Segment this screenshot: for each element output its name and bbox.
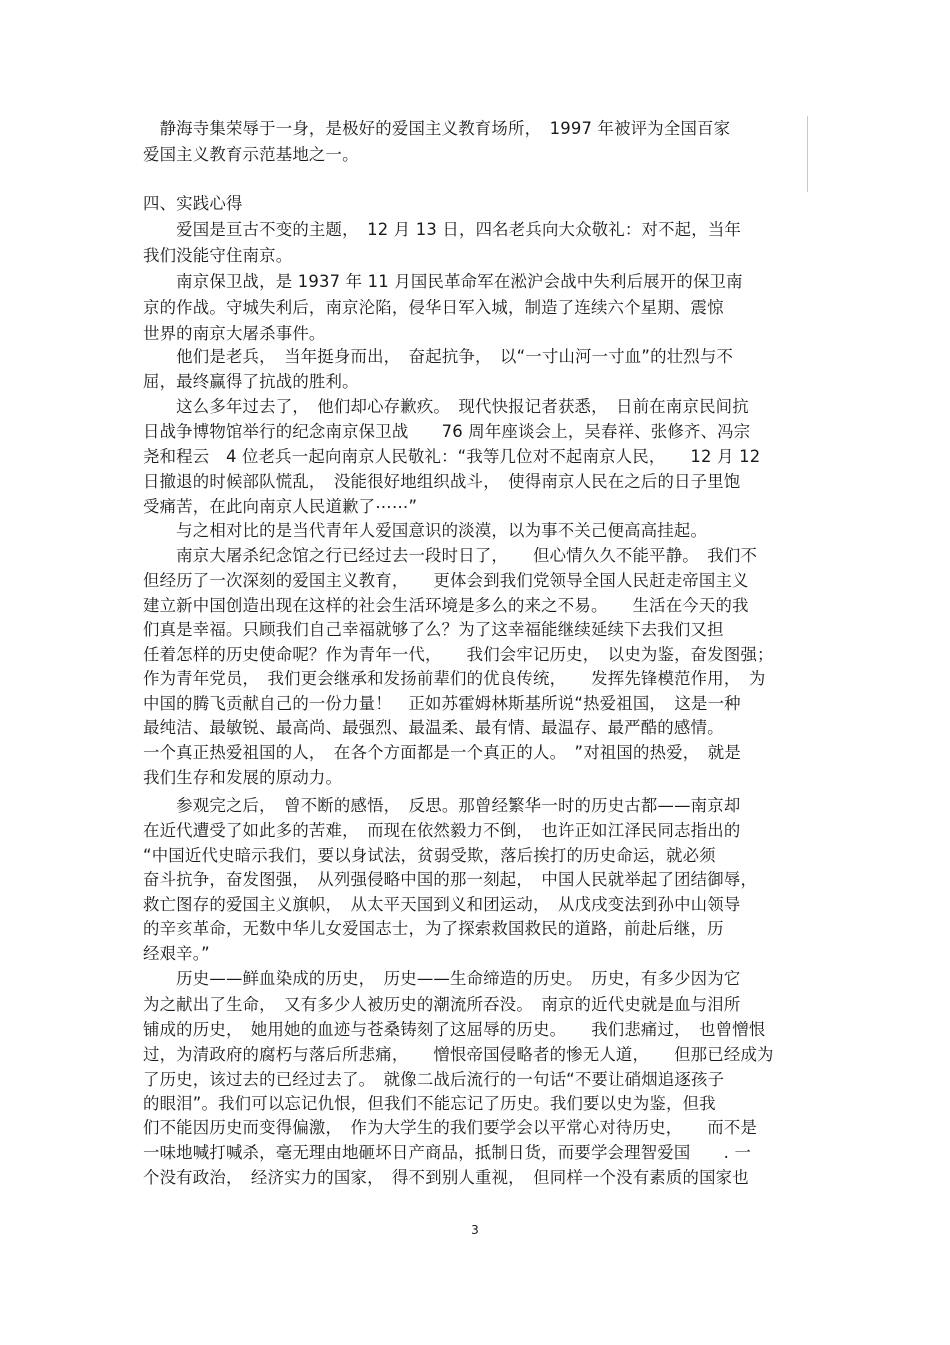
text-line: 受痛苦，在此向南京人民道歉了⋯⋯”: [143, 497, 418, 516]
section-heading: 四、实践心得: [143, 194, 243, 213]
text-line: 们真是幸福。只顾我们自己幸福就够了么？为了这幸福能继续延续下去我们又担: [143, 620, 724, 639]
text-line: 建立新中国创造出现在这样的社会生活环境是多么的来之不易。 生活在今天的我: [143, 596, 749, 615]
text-line: 京的作战。守城失利后，南京沦陷，侵华日军入城，制造了连续六个星期、震惊: [143, 298, 724, 317]
text-line: 的辛亥革命，无数中华儿女爱国志士，为了探索救国救民的道路，前赴后继，历: [143, 919, 724, 938]
text-line: 任着怎样的历史使命呢？作为青年一代， 我们会牢记历史， 以史为鉴，奋发图强；: [143, 645, 774, 664]
text-line: 我们没能守住南京。: [143, 246, 293, 265]
text-line: 历史——鲜血染成的历史， 历史——生命缔造的历史。 历史，有多少因为它: [143, 969, 741, 988]
text-line: 一个真正热爱祖国的人， 在各个方面都是一个真正的人。 ”对祖国的热爱， 就是: [143, 743, 741, 762]
text-line: 参观完之后， 曾不断的感悟， 反思。那曾经繁华一时的历史古都——南京却: [143, 796, 741, 815]
text-line: 一味地喊打喊杀，毫无理由地砸坏日产商品，抵制日货，而要学会理智爱国 . 一: [143, 1143, 752, 1162]
text-line: 他们是老兵， 当年挺身而出， 奋起抗争， 以“一寸山河一寸血”的壮烈与不: [143, 347, 734, 366]
text-line: “中国近代史暗示我们，要以身试法，贫弱受欺，落后挨打的历史命运，就必须: [143, 846, 716, 865]
text-line: 个没有政治， 经济实力的国家， 得不到别人重视， 但同样一个没有素质的国家也: [143, 1168, 749, 1187]
text-line: 尧和程云 4 位老兵一起向南京人民敬礼：“我等几位对不起南京人民， 12 月 12: [143, 447, 761, 466]
text-line: 爱国主义教育示范基地之一。: [143, 145, 359, 164]
text-line: 救亡图存的爱国主义旗帜， 从太平天国到义和团运动， 从戊戌变法到孙中山领导: [143, 895, 741, 914]
text-line: 中国的腾飞贡献自己的一份力量！ 正如苏霍姆林斯基所说“热爱祖国， 这是一种: [143, 694, 741, 713]
text-line: 经艰辛。”: [143, 944, 210, 963]
text-line: 作为青年党员， 我们更会继承和发扬前辈们的优良传统， 发挥先锋模范作用， 为: [143, 669, 766, 688]
page-number: 3: [471, 1223, 479, 1237]
text-line: 最纯洁、最敏锐、最高尚、最强烈、最温柔、最有情、最温存、最严酷的感情。: [143, 718, 724, 737]
text-line: 与之相对比的是当代青年人爱国意识的淡漠，以为事不关己便高高挂起。: [143, 521, 708, 540]
text-line: 这么多年过去了， 他们却心存歉疚。 现代快报记者获悉， 日前在南京民间抗: [143, 397, 749, 416]
text-line: 的眼泪”。我们可以忘记仇恨，但我们不能忘记了历史。我们要以史为鉴，但我: [143, 1094, 716, 1113]
text-line: 们不能因历史而变得偏激， 作为大学生的我们要学会以平常心对待历史， 而不是: [143, 1118, 758, 1137]
text-line: 南京保卫战，是 1937 年 11 月国民革命军在淞沪会战中失利后展开的保卫南: [143, 272, 743, 291]
text-line: 奋斗抗争，奋发图强， 从列强侵略中国的那一刻起， 中国人民就举起了团结御辱，: [143, 870, 758, 889]
text-line: 我们生存和发展的原动力。: [143, 768, 343, 787]
text-line: 南京大屠杀纪念馆之行已经过去一段时日了， 但心情久久不能平静。 我们不: [143, 546, 758, 565]
text-line: 日撤退的时候部队慌乱， 没能很好地组织战斗， 使得南京人民在之后的日子里饱: [143, 472, 741, 491]
text-line: 但经历了一次深刻的爱国主义教育， 更体会到我们党领导全国人民赶走帝国主义: [143, 571, 749, 590]
text-line: 了历史，该过去的已经过去了。 就像二战后流行的一句话“不要让硝烟追逐孩子: [143, 1070, 725, 1089]
text-line: 屈，最终赢得了抗战的胜利。: [143, 372, 359, 391]
text-line: 世界的南京大屠杀事件。: [143, 324, 326, 343]
text-line: 过，为清政府的腐朽与落后所悲痛， 憎恨帝国侵略者的惨无人道， 但那已经成为: [143, 1045, 774, 1064]
text-line: 在近代遭受了如此多的苦难， 而现在依然毅力不倒， 也许正如江泽民同志指出的: [143, 821, 741, 840]
text-line: 为之献出了生命， 又有多少人被历史的潮流所吞没。 南京的近代史就是血与泪所: [143, 995, 741, 1014]
text-line: 日战争博物馆举行的纪念南京保卫战 76 周年座谈会上，吴春祥、张修齐、冯宗: [143, 422, 751, 441]
text-line: 静海寺集荣辱于一身，是极好的爱国主义教育场所， 1997 年被评为全国百家: [143, 119, 731, 138]
text-line: 铺成的历史， 她用她的血迹与苍桑铸刻了这屈辱的历史。 我们悲痛过， 也曾憎恨: [143, 1020, 766, 1039]
text-line: 爱国是亘古不变的主题， 12 月 13 日，四名老兵向大众敬礼：对不起，当年: [143, 220, 742, 239]
